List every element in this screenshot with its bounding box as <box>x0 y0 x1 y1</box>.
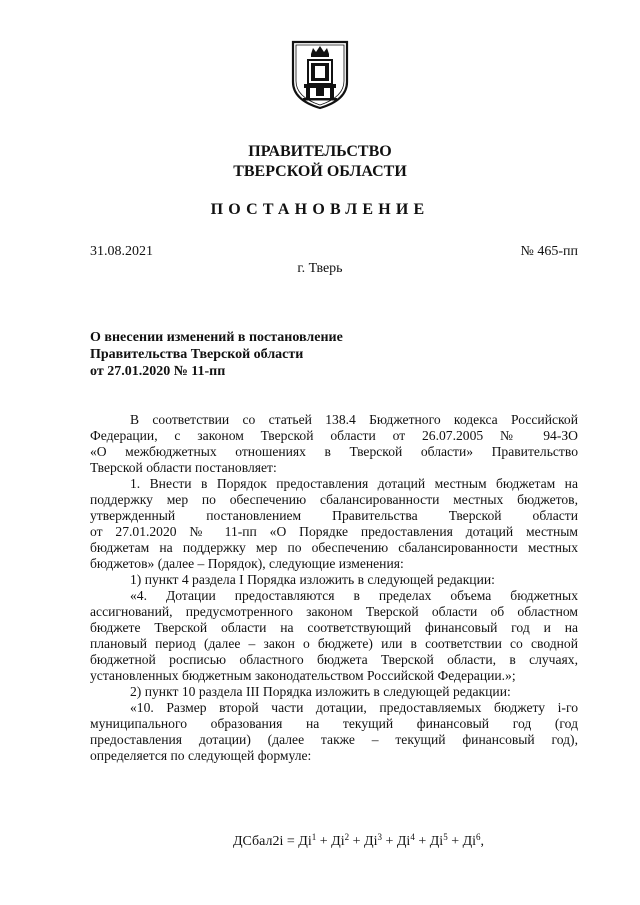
formula-terms <box>298 834 480 849</box>
subject-line: Правительства Тверской области <box>90 347 304 362</box>
body-line: В соответствии со статьей 138.4 Бюджетного кодекса Российской <box>130 412 578 427</box>
document-body <box>90 412 578 764</box>
formula-trail: , <box>480 834 485 849</box>
body-line: «4. Дотации предоставляются в пределах объема бюджетных <box>130 588 578 603</box>
body-line: определяется по следующей формуле: <box>90 748 312 763</box>
formula-superscript: 5 <box>443 832 448 842</box>
body-line: Тверской области постановляет: <box>90 460 277 475</box>
formula-superscript: 4 <box>410 832 415 842</box>
body-line: бюджете Тверской области на соответствующий финансовый год и на <box>90 620 578 635</box>
document-type: ПОСТАНОВЛЕНИЕ <box>210 201 430 218</box>
formula-plus: + <box>381 834 397 849</box>
formula-term: Дi <box>396 834 411 849</box>
formula-plus: + <box>349 834 365 849</box>
formula-superscript: 6 <box>476 832 481 842</box>
body-line: «О межбюджетных отношениях в Тверской области» Правительство <box>90 444 578 459</box>
coat-of-arms-icon <box>291 40 349 110</box>
formula-plus: + <box>414 834 430 849</box>
subject-line: от 27.01.2020 № 11-пп <box>90 364 226 379</box>
body-line: предоставления дотации) (далее также – текущий финансовый год), <box>90 732 578 747</box>
formula-plus: + <box>316 834 332 849</box>
government-region: ТВЕРСКОЙ ОБЛАСТИ <box>233 163 407 180</box>
body-line: 2) пункт 10 раздела III Порядка изложить в следующей редакции: <box>130 684 511 699</box>
body-line: 1. Внести в Порядок предоставления дотаций местным бюджетам на <box>130 476 578 491</box>
body-line: муниципального образования на текущий финансовый год (год <box>90 716 578 731</box>
formula-superscript: 1 <box>311 832 317 842</box>
body-line: от 27.01.2020 № 11-пп «О Порядке предоставления дотаций местным <box>90 524 578 539</box>
formula-term: Дi <box>364 834 378 849</box>
body-line: «10. Размер второй части дотации, предоставляемых бюджету i-го <box>130 700 578 715</box>
formula-plus: + <box>447 834 463 849</box>
formula-term: Дi <box>429 834 444 849</box>
body-line: установленных бюджетным законодательством Российской Федерации.»; <box>90 668 516 683</box>
formula-superscript: 2 <box>344 832 350 842</box>
document-date: 31.08.2021 <box>90 244 153 259</box>
formula-lhs: ДСбал2i = <box>233 834 299 849</box>
body-line: плановый период (далее – закон о бюджете) или в соответствии со сводной <box>90 636 578 651</box>
body-line: поддержку мер по обеспечению сбалансированности местных бюджетов, <box>90 492 578 507</box>
body-line: ассигнований, предусмотренного законом Тверской области об областном <box>90 604 578 619</box>
formula <box>233 832 484 850</box>
body-line: Федерации, с законом Тверской области от 26.07.2005 № 94-ЗО <box>90 428 578 443</box>
formula-term: Дi <box>298 834 312 849</box>
formula-term: Дi <box>462 834 477 849</box>
body-line: бюджетам на поддержку мер по обеспечению сбалансированности местных <box>90 540 578 555</box>
government-title: ПРАВИТЕЛЬСТВО <box>248 143 392 160</box>
subject-line: О внесении изменений в постановление <box>90 330 343 345</box>
body-line: 1) пункт 4 раздела I Порядка изложить в следующей редакции: <box>130 572 495 587</box>
body-line: бюджетов» (далее – Порядок), следующие изменения: <box>90 556 404 571</box>
document-subject <box>90 329 343 380</box>
document-number: № 465-пп <box>520 244 578 259</box>
document-city: г. Тверь <box>297 261 343 276</box>
body-line: бюджетной росписью областного бюджета Тверской области, в случаях, <box>90 652 578 667</box>
body-line: утвержденный постановлением Правительства Тверской области <box>90 508 578 523</box>
formula-superscript: 3 <box>377 832 382 842</box>
formula-term: Дi <box>331 834 345 849</box>
